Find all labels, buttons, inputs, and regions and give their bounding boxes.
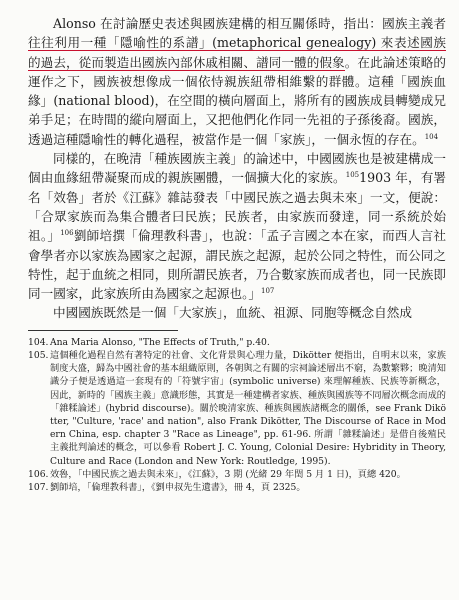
footnote-text: Ana Maria Alonso, "The Effects of Truth," p.40. [50,336,270,348]
footnote-number: 104. [28,336,49,348]
footnote-number: 107. [28,481,49,493]
footnote-105 [28,349,446,468]
p2-text-a: 同樣的，在晚清「種族國族主義」的論述中，中國國族也是被建構成一個由血緣紐帶凝聚而成的親族團體，一個擴大化的家族。 [28,151,446,186]
footnotes [28,336,446,494]
p1-text-rest: 。在此論述策略的運作之下，國族被想像成一個依恃親族紐帶相維繫的群體。這種「國族血緣」(national blood)，在空間的橫向層面上，將所有的國族成員轉變成兄弟手足；在時間的縱向層面上，又把他們化作同一先祖的子孫後裔。國族，透過這種隱喻性的轉化過程，被當作是一個「家族」，一個永恆的存在。 [28,54,447,147]
paragraph-1 [28,14,446,149]
footnote-text: 效魯，「中國民族之過去與未來」，《江蘇》，3 期 (光緒 29 年閏 5 月 1 日)，頁總 420。 [50,468,406,480]
footnote-text: 這個種化過程自然有著特定的社會、文化背景與心理力量，Dikötter 便指出，自明末以來，家族制度大盛，歸為中國社會的基本組織原則，各朝與之有關的宗祠論述層出不窮，為數繁夥；晚清知識分子便是透過這一套現有的「符號宇宙」(symbolic universe) 來理解種族、民族等新概念，因此，新時的「國族主義」意識形態，其實是一種建構者家族、種族與國族等不同層次概念而成的「雜糅論述」(hybrid discourse)。關於晚清家族、種族與國族諸概念的關係，see Frank Dikötter, "Culture, 'race' and nation", also Frank Dikötter, The Discourse of Race in Modern China, esp. chapter 3 "Race as Lineage", pp. 61-96. 所謂「雜糅論述」是借自後殖民主義批判論述的概念，可以參看 Robert J. C. Young, Colonial Desire: Hybridity in Theory, Culture and Race (London and New York: Routledge, 1995). [50,349,446,467]
footnote-107 [28,481,446,494]
p1-text-start: Alonso 在討論歷史表述與國族建構的相互關係時，指出：國族主義者 [53,16,446,31]
footnote-ref-105: 105 [345,171,360,180]
footnote-divider [28,330,178,331]
red-underline-highlight: 往往利用一種「隱喻性的系譜」(metaphorical genealogy) 來表述國族的過去，從而製造出國族內部休戚相關、 [28,35,446,70]
footnote-number: 105. [28,349,49,361]
footnote-ref-106: 106 [60,229,74,238]
document-page [28,14,446,494]
footnote-ref-104: 104 [424,132,439,141]
footnote-106 [28,468,446,481]
paragraph-3: 中國國族既然是一個「大家族」，血統、祖源、同胞等概念自然成 [53,305,412,321]
footnote-ref-107: 107 [260,286,275,295]
paragraph-2 [28,149,446,303]
footnote-number: 106. [28,468,49,480]
p2-text-b: 1903 年，有署名「效魯」者於《江蘇》雜誌發表「中國民族之過去與未來」一文，便說：「合眾家族而為集合體者曰民族；民族者，由家族而發達，同一系統於始祖。」 [28,170,446,244]
footnote-104 [28,336,446,349]
red-underline-highlight-end: 譜同一體的假象 [256,54,345,70]
p2-text-c: 劉師培撰「倫理教科書」，也說：「孟子言國之本在家，而西人言社會學者亦以家族為國家之起源，謂民族之起源，起於公同之特性，而公同之特性，起于血統之相同，則所謂民族者，乃合數家族而成者也，同一民族即同一國家，此家族所由為國家之起源也。」 [28,228,446,302]
footnote-text: 劉師培，「倫理教科書」，《劉申叔先生遺書》，冊 4，頁 2325。 [50,481,306,493]
